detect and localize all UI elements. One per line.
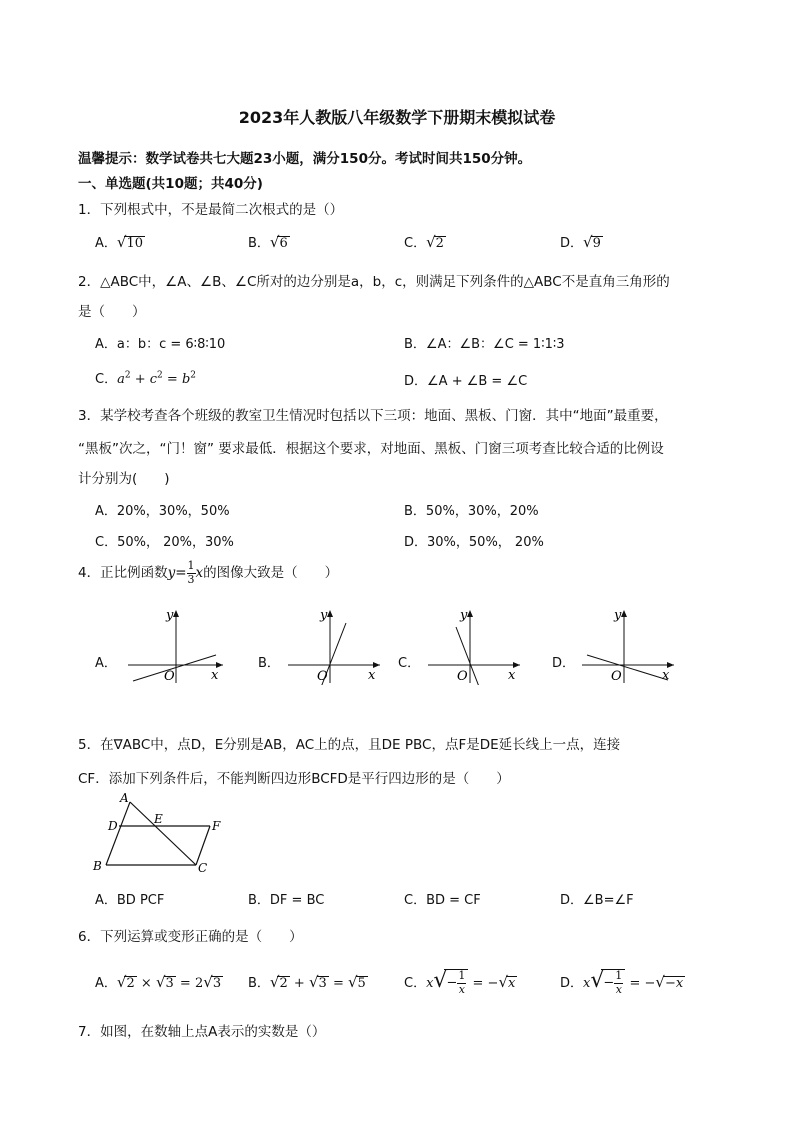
q4-b-y-label: y	[320, 608, 328, 623]
q4-c-x-label: x	[508, 668, 516, 683]
q1-option-a: A．√10	[95, 233, 144, 251]
page-title: 2023年人教版八年级数学下册期末模拟试卷	[238, 108, 556, 127]
q5-point-b: B	[93, 859, 102, 873]
q5-point-f: F	[212, 819, 221, 833]
q4-option-b-label: B．	[258, 656, 280, 671]
q4-graph-c	[428, 605, 528, 685]
q5-point-e: E	[154, 812, 163, 826]
q4-option-c-label: C．	[398, 656, 421, 671]
q4-d-x-label: x	[662, 668, 670, 683]
q3-stem-line1: 3．某学校考查各个班级的教室卫生情况时包括以下三项：地面、黑板、门窗．其中“地面”最重要，	[78, 408, 668, 424]
exam-notice: 温馨提示：数学试卷共七大题23小题，满分150分。考试时间共150分钟。	[78, 151, 532, 167]
q4-c-origin: O	[457, 669, 468, 684]
q2-stem-line2: 是（ ）	[78, 304, 146, 320]
q2-option-c: C．$a^2 + c^2 = b^2$	[95, 370, 196, 387]
q4-d-origin: O	[611, 669, 622, 684]
q7-stem: 7．如图，在数轴上点A表示的实数是（）	[78, 1024, 326, 1040]
q3-option-b: B．50%，30%，20%	[404, 504, 539, 519]
q4-b-x-label: x	[368, 668, 376, 683]
q1-option-b: B．√6	[248, 233, 288, 251]
q3-stem-line3: 计分别为( )	[78, 471, 170, 487]
q3-stem-line2: “黑板”次之，“门！窗” 要求最低．根据这个要求，对地面、黑板、门窗三项考查比较合适的比例设	[78, 441, 664, 457]
q5-point-d: D	[108, 819, 118, 833]
q2-option-a: A．a：b：c = 6∶8∶10	[95, 337, 226, 352]
q4-option-d-label: D．	[552, 656, 576, 671]
q4-b-origin: O	[317, 669, 328, 684]
q4-graph-b	[288, 605, 388, 685]
q3-option-c: C．50%， 20%，30%	[95, 535, 234, 550]
q5-option-a: A．BD PCF	[95, 893, 165, 908]
q4-graph-d	[582, 605, 682, 685]
q6-option-a: A．√2 × √3 = 2√3	[95, 973, 222, 991]
q5-stem-line1: 5．在∇ABC中，点D，E分别是AB，AC上的点，且DE PBC，点F是DE延长线上一点，连接	[78, 737, 621, 753]
q3-option-d: D．30%，50%， 20%	[404, 535, 544, 550]
q5-figure	[88, 790, 238, 880]
q4-option-a-label: A．	[95, 656, 117, 671]
q1-option-d: D．√9	[560, 233, 601, 251]
q5-point-c: C	[198, 861, 208, 875]
q3-option-a: A．20%，30%，50%	[95, 504, 230, 519]
q2-option-b: B．∠A：∠B：∠C = 1∶1∶3	[404, 337, 565, 352]
section-heading: 一、单选题(共10题；共40分)	[78, 176, 263, 192]
q2-option-d: D．∠A + ∠B = ∠C	[404, 374, 528, 389]
q5-stem-line2: CF．添加下列条件后，不能判断四边形BCFD是平行四边形的是（ ）	[78, 771, 510, 787]
q4-graph-a	[128, 605, 228, 685]
q4-a-y-label: y	[166, 608, 174, 623]
q5-option-b: B．DF = BC	[248, 893, 325, 908]
q6-stem: 6．下列运算或变形正确的是（ ）	[78, 929, 303, 945]
q2-stem-line1: 2．△ABC中，∠A、∠B、∠C所对的边分别是a，b，c，则满足下列条件的△ABC不是直角三角形的	[78, 274, 670, 290]
q5-point-a: A	[120, 791, 129, 805]
q4-stem: 4．正比例函数y= $\frac{1}{3}$ x的图像大致是（ ）	[78, 558, 339, 586]
q4-a-origin: O	[164, 669, 175, 684]
q6-option-b: B．√2 + √3 = √5	[248, 973, 366, 991]
q4-a-x-label: x	[211, 668, 219, 683]
q4-d-y-label: y	[614, 608, 622, 623]
q5-option-c: C．BD = CF	[404, 893, 481, 908]
q6-option-c: C．x√− $\frac{1}{x}$ = −√x	[404, 968, 516, 996]
q1-stem: 1．下列根式中，不是最简二次根式的是（）	[78, 202, 344, 218]
q6-option-d: D．x√− $\frac{1}{x}$ = −√−x	[560, 968, 684, 996]
q4-c-y-label: y	[460, 608, 468, 623]
q1-option-c: C．√2	[404, 233, 444, 251]
q5-option-d: D．∠B=∠F	[560, 893, 634, 908]
